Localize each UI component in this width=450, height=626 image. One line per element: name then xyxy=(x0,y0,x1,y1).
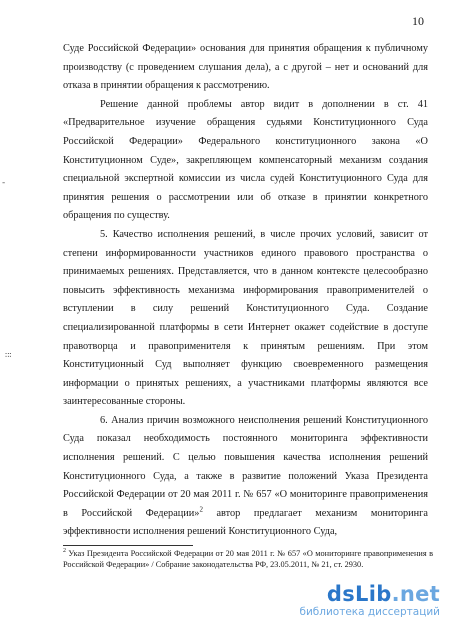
page-number: 10 xyxy=(412,14,424,28)
dslib-watermark[interactable] xyxy=(299,582,440,618)
footnote-marker: 2 xyxy=(63,548,66,555)
paragraph-text: 6. Анализ причин возможного неисполнения решений Конституционного Суда показал необходимость постоянного мониторинга эффективности исполнения решений. С целью повышения качества исполнения решений Конституционного Суда, а также в развитие положений Указа Президента Российской Федерации от 20 мая 2011 г. № 657 «О мониторинге правоприменения в Российской Федерации» xyxy=(63,414,428,519)
footnote xyxy=(63,549,433,570)
watermark-tagline: библиотека диссертаций xyxy=(299,606,440,618)
dslib-logo[interactable] xyxy=(299,582,440,606)
paragraph-text: автор предлагает механизм мониторинга эффективности исполнения решений Конституционного Суда, xyxy=(63,507,428,538)
margin-mark: - xyxy=(2,178,6,188)
footnote-text: Указ Президента Российской Федерации от 20 мая 2011 г. № 657 «О мониторинге правоприменения в Российской Федерации» / Собрание законодательства РФ, 23.05.2011, № 21, ст. 2930. xyxy=(63,549,433,569)
footnote-divider xyxy=(63,545,193,546)
paragraph-text: Суде Российской Федерации» основания для принятия обращения к публичному производству (с проведением слушания дела), а с другой – нет и оснований для отказа в принятии обращения к рассмотрению. xyxy=(63,43,428,92)
paragraph-text: Решение данной проблемы автор видит в дополнении в ст. 41 «Предварительное изучение обращения судьями Конституционного Суда Российской Федерации» Федерального конституционного закона «О Конституционном Суде», закрепляющем компенсаторный механизм создания специальной экспертной комиссии из числа судей Конституционного Суда для принятия решения о рассмотрении или об отказе в принятии конкретного обращения по существу. xyxy=(63,98,428,222)
paragraph-2 xyxy=(63,96,428,226)
logo-ds: dsLib xyxy=(326,582,392,606)
paragraph-1 xyxy=(63,40,428,96)
paragraph-text: 5. Качество исполнения решений, в числе прочих условий, зависит от степени информированности участников единого правового пространства о принимаемых решениях. Представляется, что в данном контексте целесообразно повысить эффективность механизма информирования правоприменителей о вступлении в силу решений Конституционного Суда. Создание специализированной платформы в сети Интернет окажет содействие в доступе правотворца и правоприменителя к принятым решениям. При этом Конституционный Суд выполняет функцию своевременного размещения информации о принятых решениях, а участниками платформы являются все заинтересованные стороны. xyxy=(63,228,428,408)
footnote-reference[interactable]: 2 xyxy=(199,505,203,514)
margin-mark: ⁝⁝ xyxy=(2,352,12,358)
body-text xyxy=(63,40,428,542)
paragraph-3 xyxy=(63,226,428,412)
paragraph-4 xyxy=(63,412,428,542)
logo-net: .net xyxy=(391,582,440,606)
